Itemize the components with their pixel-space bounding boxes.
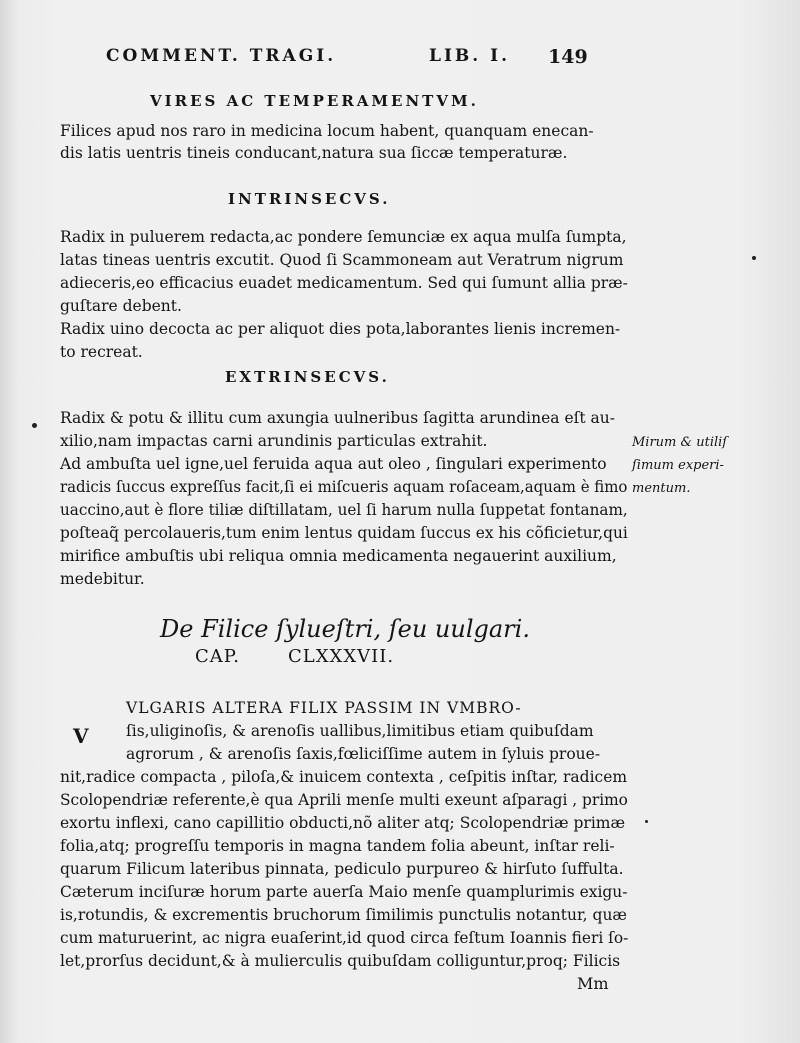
text-line: is,rotundis, & excrementis bruchorum ſimilimis punctulis notantur, quæ [60,906,627,924]
book-number: LIB. I. [429,46,510,66]
text-line: Ad ambuſta uel igne,uel feruida aqua aut oleo , ſingulari experimento [60,455,607,473]
cap-label: CAP. [195,646,240,667]
cap-roman: CLXXXVII. [287,646,395,667]
text-line: xilio,nam impactas carni arundinis particulas extrahit. [60,432,488,450]
section-title-vires: VIRES AC TEMPERAMENTVM. [150,92,479,110]
running-title: COMMENT. TRAGI. [106,46,337,66]
drop-capital: V [73,724,89,748]
catchword: Mm [577,974,609,993]
margin-note-line: Mirum & utiliſ [632,435,728,450]
margin-note-line: ſimum experi- [632,458,724,473]
text-line: agrorum , & arenoſis ſaxis,fœliciſſime autem in ſyluis proue- [126,745,601,763]
text-line: mirifice ambuſtis ubi reliqua omnia medicamenta negauerint auxilium, [60,547,617,565]
text-line: nit,radice compacta , piloſa,& inuicem contexta , ceſpitis inſtar, radicem [60,768,628,786]
text-line: Filices apud nos raro in medicina locum habent, quanquam enecan- [60,122,594,140]
text-line: dis latis uentris tineis conducant,natura sua ſiccæ temperaturæ. [60,144,568,162]
text-line: uaccino,aut è flore tiliæ diſtillatam, uel ſi harum nulla ſuppetat fontanam, [60,501,628,519]
chapter-title: De Filice ſylueſtri, ſeu uulgari. [160,615,530,643]
text-line: let,prorſus decidunt,& à mulierculis quibuſdam colliguntur,proq; Filicis [60,952,621,970]
text-line: Scolopendriæ referente,è qua Aprili menſe multi exeunt aſparagi , primo [60,791,628,809]
text-line: Radix & potu & illitu cum axungia uulneribus ſagitta arundinea eſt au- [60,409,615,427]
text-line: ſis,uliginoſis, & arenoſis uallibus,limitibus etiam quibuſdam [126,722,594,740]
text-line: adieceris,eo efficacius euadet medicamentum. Sed qui ſumunt allia præ- [60,274,628,292]
text-line: medebitur. [60,570,145,588]
text-line: poſteaq̃ percolaueris,tum enim lentus quidam ſuccus ex his cõficietur,qui [60,524,628,542]
section-title-extrinsecus: EXTRINSECVS. [225,368,390,386]
text-line: Cæterum inciſuræ horum parte auerſa Maio menſe quamplurimis exigu- [60,883,628,901]
text-line: radicis ſuccus expreſſus facit,ſi ei miſcueris aquam roſaceam,aquam è fimo [60,478,628,496]
text-line: Radix uino decocta ac per aliquot dies pota,laborantes lienis incremen- [60,320,621,338]
text-line: folia,atq; progreſſu temporis in magna tandem folia abeunt, inſtar reli- [60,837,615,855]
text-line: VLGARIS ALTERA FILIX PASSIM IN VMBRO- [126,699,522,717]
margin-mark [32,423,37,428]
text-line: to recreat. [60,343,143,361]
text-line: latas tineas uentris excutit. Quod ſi Scammoneam aut Veratrum nigrum [60,251,624,269]
ink-speck [752,256,756,260]
chapter-number [195,646,394,667]
ink-speck [645,820,648,823]
section-title-intrinsecus: INTRINSECVS. [228,190,391,208]
margin-note-line: mentum. [632,481,691,496]
page-number: 149 [548,46,588,68]
text-line: cum maturuerint, ac nigra euaſerint,id quod circa feſtum Ioannis fieri ſo- [60,929,629,947]
text-line: exortu inflexi, cano capillitio obducti,nõ aliter atq; Scolopendriæ primæ [60,814,626,832]
text-line: Radix in puluerem redacta,ac pondere ſemunciæ ex aqua mulſa ſumpta, [60,228,627,246]
text-line: quarum Filicum lateribus pinnata, pediculo purpureo & hirſuto ſuffulta. [60,860,624,878]
text-line: guſtare debent. [60,297,182,315]
